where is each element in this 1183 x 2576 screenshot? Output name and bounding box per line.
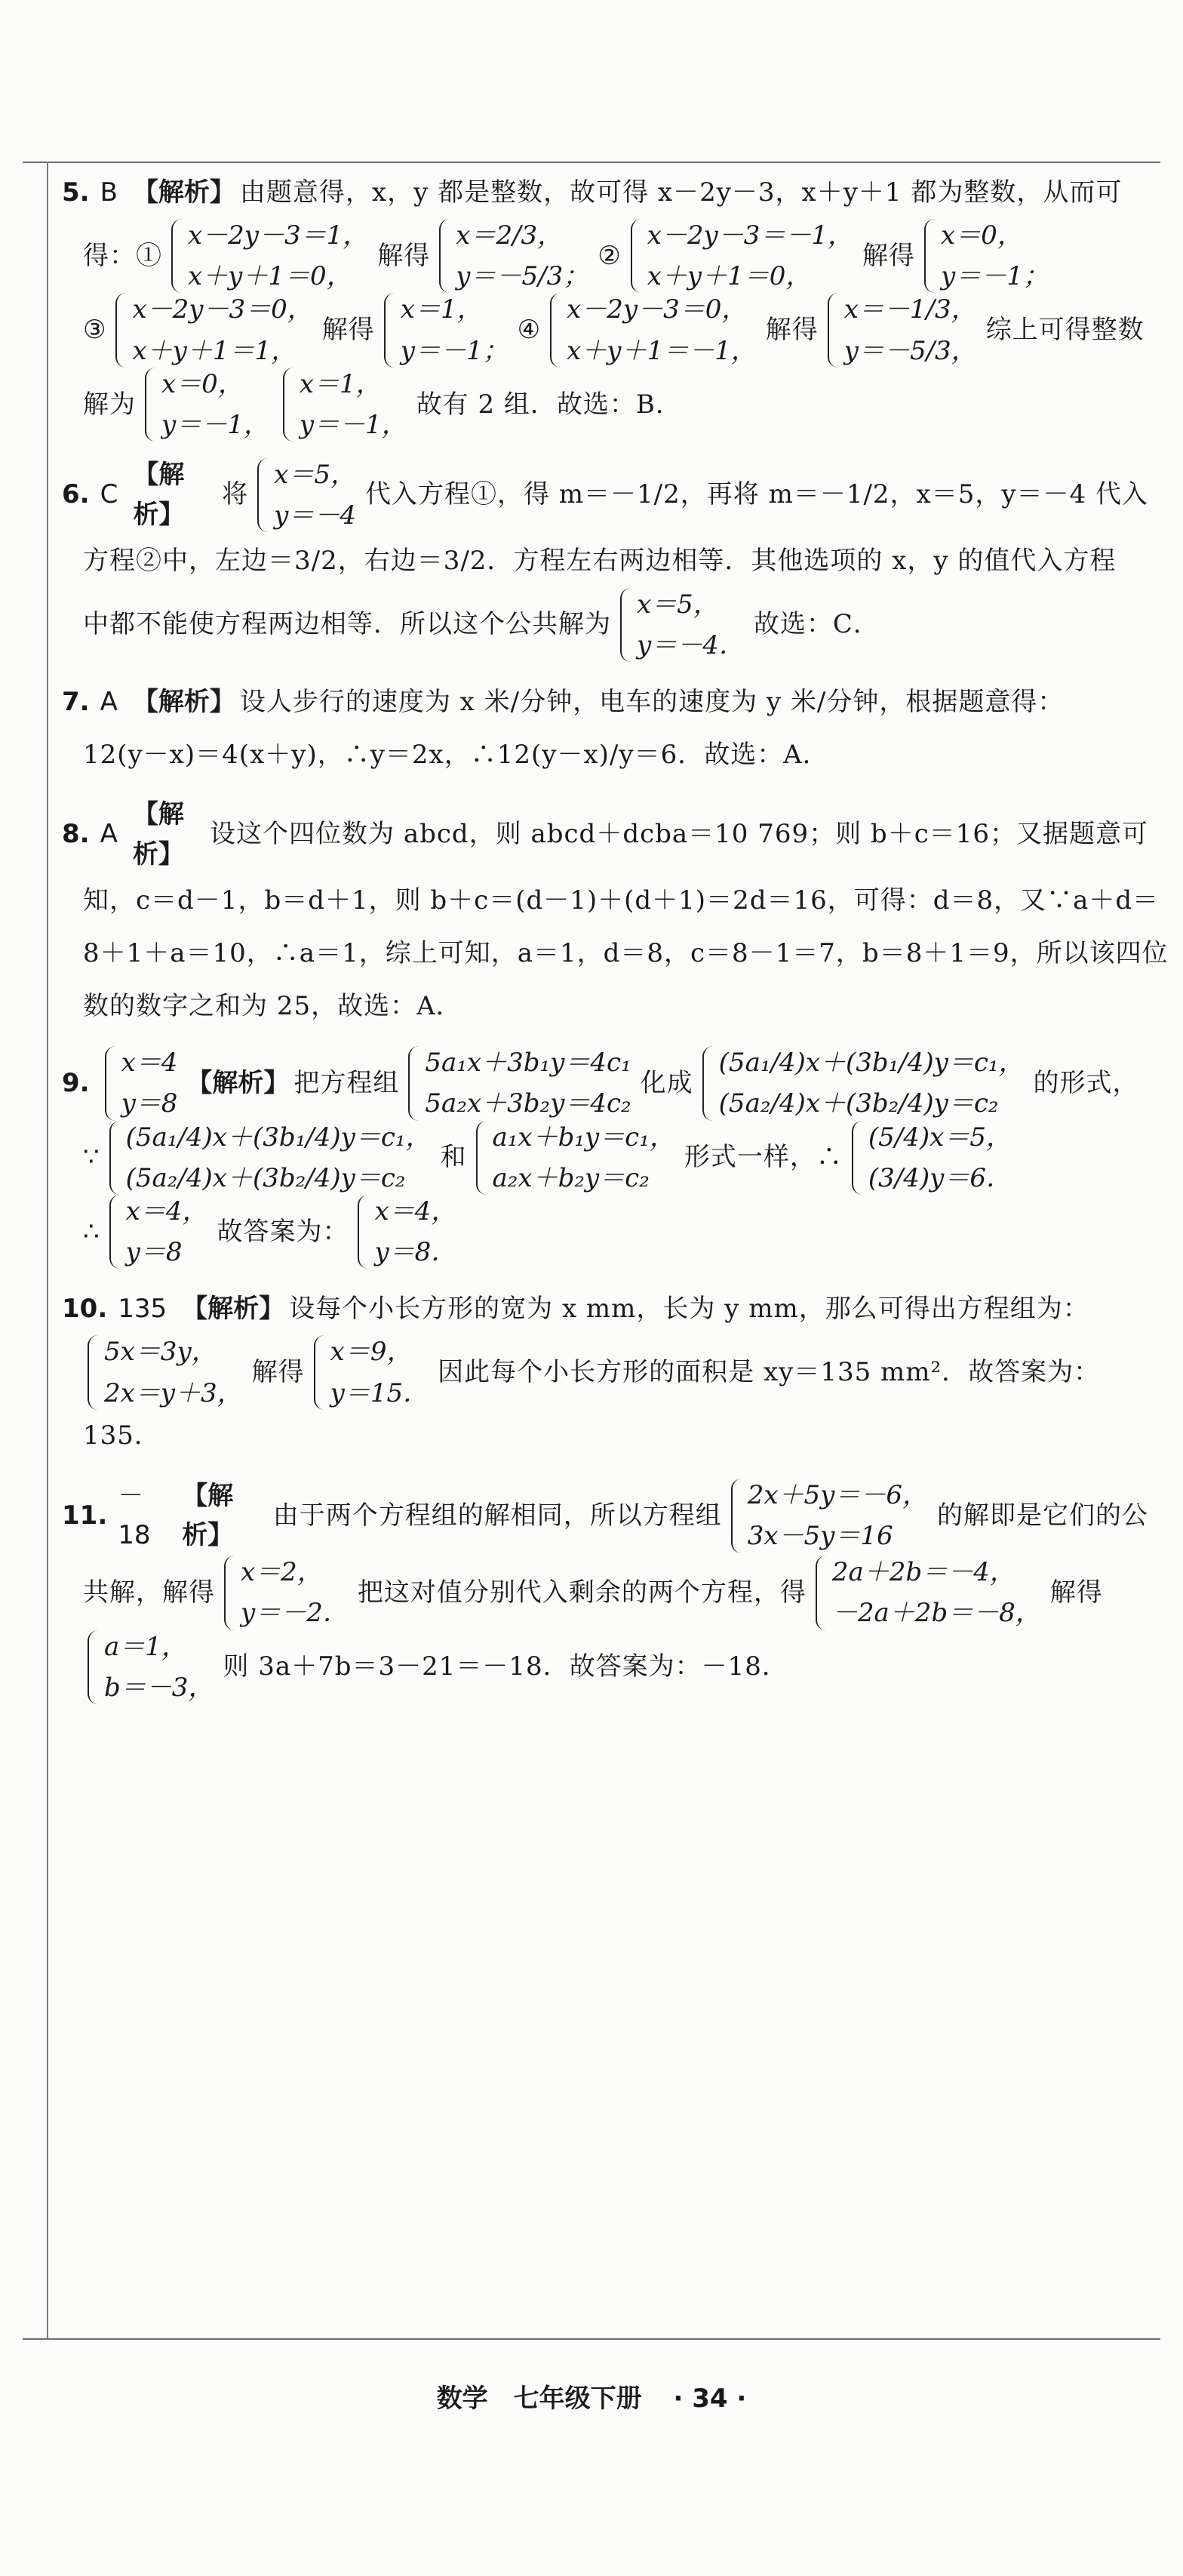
- equation-line: x＋y＋1＝0，: [188, 261, 352, 292]
- item-answer: B: [100, 177, 118, 208]
- analysis-tag: 【解析】: [132, 177, 235, 208]
- brace: [224, 1556, 236, 1630]
- item-answer: －18: [118, 1480, 151, 1551]
- brace: [358, 1195, 370, 1269]
- brace: [314, 1335, 326, 1409]
- equation-system: [109, 1195, 208, 1269]
- equation-line: y＝－2．: [241, 1598, 349, 1629]
- equation-system: [620, 588, 745, 662]
- brace: [852, 1121, 864, 1195]
- equation-line: y＝－5/3；: [456, 261, 589, 292]
- brace: [283, 368, 295, 442]
- equation-line: x＝4: [121, 1048, 178, 1079]
- item-answer: 135: [118, 1294, 167, 1325]
- item-text: 设人步行的速度为 x 米/分钟，电车的速度为 y 米/分钟，根据题意得：: [239, 686, 1065, 717]
- solution-8: [62, 795, 1169, 1033]
- equation-line: x－2y－3＝－1，: [647, 220, 853, 251]
- item-text: 知，c＝d－1，b＝d＋1，则 b＋c＝(d－1)＋(d＋1)＝2d＝16，可得：d＝8，又∵a＋d＝: [83, 885, 1160, 916]
- item-text: 故选：C．: [753, 609, 880, 640]
- equation-system: [731, 1479, 928, 1553]
- equation-line: a₂x＋b₂y＝c₂: [492, 1162, 650, 1193]
- equation-line: x＝4，: [125, 1196, 208, 1226]
- equation-system: [224, 1556, 349, 1630]
- item-text: ∵: [83, 1142, 100, 1173]
- equation-system: [852, 1121, 1012, 1195]
- item-text: 则 3a＋7b＝3－21＝－18．故答案为：－18．: [223, 1651, 788, 1682]
- brace: [550, 293, 562, 367]
- brace: [88, 1335, 100, 1409]
- solutions-content: [62, 166, 1169, 1718]
- page-footer: [0, 2377, 1183, 2414]
- equation-line: －2a＋2b＝－8，: [831, 1598, 1041, 1629]
- page-number: · 34 ·: [673, 2384, 747, 2414]
- equation-line: y＝－1；: [940, 261, 1049, 292]
- item-text: ④: [517, 315, 542, 346]
- equation-line: y＝－4: [274, 500, 356, 531]
- equation-system: [439, 219, 588, 293]
- equation-line: x＝1，: [400, 294, 483, 325]
- item-text: 得：①: [83, 240, 162, 271]
- item-text: 故答案为：: [217, 1216, 349, 1247]
- item-text: 由于两个方程组的解相同，所以方程组: [272, 1500, 722, 1531]
- item-text: 把方程组: [293, 1068, 400, 1099]
- brace: [439, 219, 451, 293]
- item-text: 的解即是它们的公: [937, 1500, 1148, 1531]
- brace: [109, 1195, 121, 1269]
- item-text: 解得: [377, 240, 431, 271]
- brace: [816, 1556, 828, 1630]
- equation-line: (5a₁/4)x＋(3b₁/4)y＝c₁，: [718, 1048, 1025, 1079]
- equation-line: (5a₂/4)x＋(3b₂/4)y＝c₂: [718, 1088, 999, 1119]
- equation-system: [476, 1121, 675, 1195]
- equation-line: (3/4)y＝6．: [868, 1162, 1012, 1193]
- item-text: 解得: [765, 315, 819, 346]
- equation-line: (5a₂/4)x＋(3b₂/4)y＝c₂: [125, 1162, 406, 1193]
- analysis-tag: 【解析】: [186, 1068, 290, 1099]
- item-text: 数的数字之和为 25，故选：A．: [83, 990, 462, 1021]
- item-text: 综上可得整数: [985, 315, 1145, 346]
- analysis-tag: 【解析】: [132, 799, 184, 869]
- item-text: 解得: [862, 240, 915, 271]
- equation-system: [109, 1121, 432, 1195]
- equation-line: y＝－1，: [299, 409, 407, 440]
- footer-label: 数学 七年级下册: [436, 2384, 642, 2414]
- item-number: 11.: [62, 1500, 108, 1531]
- item-text: 中都不能使方程两边相等．所以这个公共解为: [83, 609, 611, 640]
- bottom-rule: [23, 2338, 1160, 2340]
- item-text: 8＋1＋a＝10，∴a＝1，综上可知，a＝1，d＝8，c＝8－1＝7，b＝8＋1＝9，所以该四位: [83, 937, 1169, 968]
- brace: [88, 1630, 100, 1704]
- equation-line: 5x＝3y，: [104, 1337, 217, 1368]
- brace: [105, 1046, 117, 1120]
- item-text: 和: [440, 1142, 467, 1173]
- equation-system: [816, 1556, 1041, 1630]
- item-text: 的形式，: [1033, 1068, 1139, 1099]
- solution-11: [62, 1476, 1148, 1704]
- analysis-tag: 【解析】: [132, 686, 235, 717]
- brace: [171, 219, 183, 293]
- item-text: 解得: [1049, 1577, 1103, 1608]
- equation-system: [105, 1046, 178, 1120]
- item-text: 方程②中，左边＝3/2，右边＝3/2．方程左右两边相等．其他选项的 x，y 的值代入方程: [83, 546, 1117, 577]
- equation-line: x＝4，: [374, 1196, 457, 1226]
- brace: [620, 588, 632, 662]
- item-text: 把这对值分别代入剩余的两个方程，得: [357, 1577, 807, 1608]
- equation-line: a＝1，: [104, 1631, 187, 1662]
- equation-line: y＝8: [121, 1088, 178, 1119]
- item-text: 解为: [83, 389, 136, 420]
- equation-system: [550, 293, 757, 367]
- brace: [109, 1121, 121, 1195]
- top-rule: [23, 162, 1160, 163]
- brace: [115, 293, 128, 367]
- item-number: 9.: [62, 1068, 90, 1099]
- equation-system: [88, 1335, 243, 1409]
- equation-line: x＝5，: [637, 589, 719, 620]
- equation-line: 3x－5y＝16: [747, 1521, 893, 1552]
- item-text: ②: [598, 240, 622, 271]
- equation-line: x＋y＋1＝0，: [647, 261, 812, 292]
- equation-line: y＝－4．: [637, 629, 745, 660]
- item-text: 形式一样，∴: [684, 1142, 843, 1173]
- equation-line: 5a₁x＋3b₁y＝4c₁: [425, 1048, 631, 1079]
- item-text: ∴: [83, 1216, 100, 1247]
- item-number: 10.: [62, 1294, 108, 1325]
- equation-system: [145, 368, 269, 442]
- equation-system: [88, 1630, 214, 1704]
- item-text: 由题意得，x，y 都是整数，故可得 x－2y－3，x＋y＋1 都为整数，从而可: [239, 177, 1123, 208]
- item-text: 故有 2 组．故选：B．: [416, 389, 682, 420]
- item-text: 12(y－x)＝4(x＋y)，∴y＝2x，∴12(y－x)/y＝6．故选：A．: [83, 739, 829, 770]
- item-answer: A: [100, 819, 118, 850]
- brace: [257, 458, 269, 532]
- equation-line: x－2y－3＝1，: [188, 220, 369, 251]
- equation-line: x＝9，: [330, 1337, 413, 1368]
- solution-10: [62, 1282, 1148, 1462]
- solution-9: [62, 1046, 1148, 1269]
- item-text: 共解，解得: [83, 1577, 215, 1608]
- equation-system: [408, 1046, 631, 1120]
- equation-line: y＝8．: [374, 1237, 457, 1268]
- equation-system: [358, 1195, 456, 1269]
- equation-system: [171, 219, 368, 293]
- item-text: 设每个小长方形的宽为 x mm，长为 y mm，那么可得出方程组为：: [289, 1294, 1089, 1325]
- item-number: 6.: [62, 479, 90, 510]
- equation-line: x－2y－3＝0，: [132, 294, 313, 325]
- equation-line: y＝8: [125, 1237, 183, 1268]
- equation-system: [115, 293, 312, 367]
- equation-line: y＝－5/3，: [843, 335, 977, 366]
- solution-7: [62, 676, 1148, 781]
- item-text: 135．: [83, 1420, 161, 1451]
- equation-line: y＝15．: [330, 1377, 429, 1408]
- equation-system: [314, 1335, 429, 1409]
- equation-system: [283, 368, 407, 442]
- equation-line: 5a₂x＋3b₂y＝4c₂: [425, 1088, 631, 1119]
- solution-5: [62, 166, 1148, 442]
- equation-line: 2x＋5y＝－6，: [747, 1480, 928, 1511]
- equation-system: [384, 293, 509, 367]
- item-text: 解得: [251, 1357, 305, 1388]
- equation-line: x＝2，: [241, 1557, 323, 1588]
- equation-system: [702, 1046, 1025, 1120]
- equation-line: x＝1，: [299, 368, 382, 399]
- analysis-tag: 【解析】: [133, 460, 185, 530]
- analysis-tag: 【解析】: [182, 1294, 285, 1325]
- equation-line: x＝5，: [274, 459, 356, 490]
- equation-line: 2a＋2b＝－4，: [831, 1557, 1016, 1588]
- equation-system: [828, 293, 977, 367]
- equation-line: b＝－3，: [104, 1672, 214, 1703]
- equation-line: x＝0，: [161, 368, 244, 399]
- analysis-tag: 【解析】: [182, 1480, 234, 1551]
- solution-6: [62, 455, 1148, 662]
- equation-system: [257, 458, 356, 532]
- left-margin-rule: [47, 162, 48, 2339]
- item-answer: C: [100, 479, 118, 510]
- equation-line: 2x＝y＋3，: [104, 1377, 243, 1408]
- item-text: 设这个四位数为 abcd，则 abcd＋dcba＝10 769；则 b＋c＝16；又据题意可: [210, 819, 1148, 850]
- item-text: 代入方程①，得 m＝－1/2，再将 m＝－1/2，x＝5，y＝－4 代入: [365, 479, 1148, 510]
- item-text: 因此每个小长方形的面积是 xy＝135 mm²．故答案为：: [438, 1357, 1101, 1388]
- brace: [828, 293, 840, 367]
- equation-line: a₁x＋b₁y＝c₁，: [492, 1122, 675, 1153]
- item-answer: A: [100, 686, 118, 717]
- equation-line: (5a₁/4)x＋(3b₁/4)y＝c₁，: [125, 1122, 432, 1153]
- equation-system: [631, 219, 853, 293]
- equation-line: x＋y＋1＝1，: [132, 335, 297, 366]
- brace: [731, 1479, 743, 1553]
- equation-line: x＝0，: [940, 220, 1023, 251]
- item-number: 8.: [62, 819, 90, 850]
- brace: [408, 1046, 420, 1120]
- equation-line: x＋y＋1＝－1，: [567, 335, 757, 366]
- equation-line: y＝－1；: [400, 335, 509, 366]
- brace: [476, 1121, 488, 1195]
- equation-line: x－2y－3＝0，: [567, 294, 748, 325]
- item-text: 化成: [640, 1068, 693, 1099]
- item-number: 7.: [62, 686, 90, 717]
- item-text: 将: [222, 479, 249, 510]
- equation-line: y＝－1，: [161, 409, 269, 440]
- brace: [924, 219, 936, 293]
- equation-line: (5/4)x＝5，: [868, 1122, 1012, 1153]
- equation-system: [924, 219, 1049, 293]
- item-text: 解得: [321, 315, 375, 346]
- item-text: ③: [83, 315, 107, 346]
- brace: [384, 293, 396, 367]
- item-number: 5.: [62, 177, 90, 208]
- brace: [631, 219, 643, 293]
- equation-line: x＝－1/3，: [843, 294, 977, 325]
- equation-line: x＝2/3，: [456, 220, 564, 251]
- brace: [702, 1046, 714, 1120]
- brace: [145, 368, 157, 442]
